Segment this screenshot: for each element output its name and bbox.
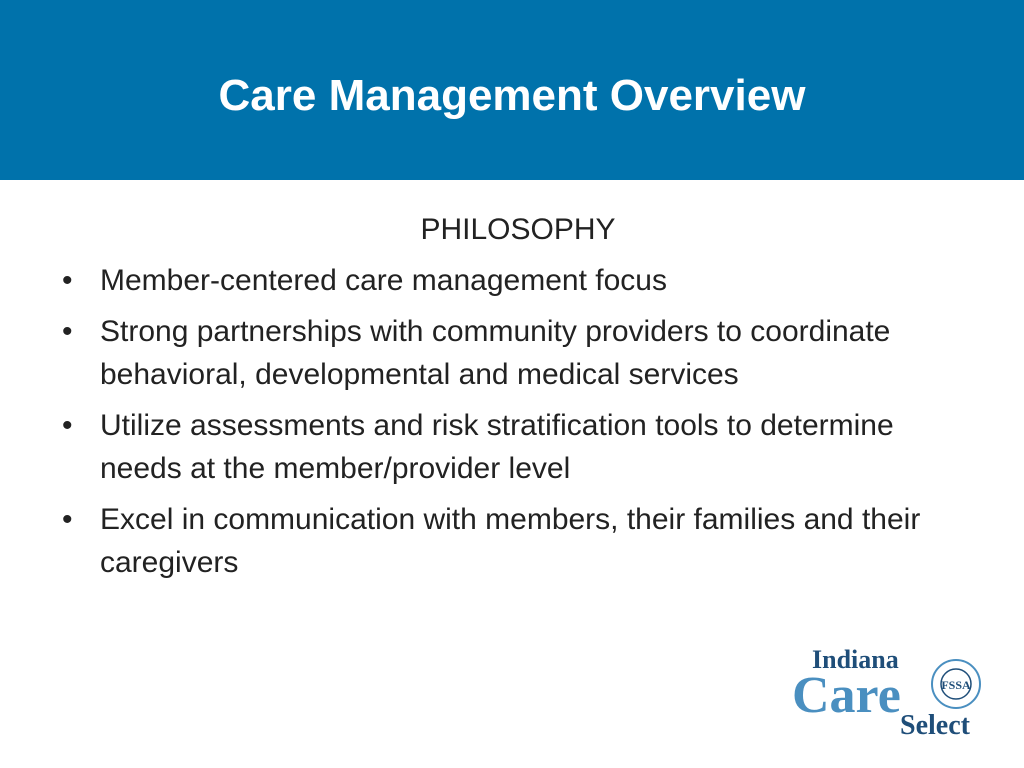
bullet-item: [58, 404, 978, 490]
logo-care-text: Care: [792, 667, 901, 724]
bullet-item: [58, 310, 978, 396]
slide-title: Care Management Overview: [218, 71, 806, 120]
bullet-list: [58, 259, 978, 584]
bullet-icon: •: [62, 315, 73, 348]
bullet-item: [58, 259, 978, 302]
fssa-seal-icon: [932, 660, 980, 708]
section-heading: PHILOSOPHY: [420, 213, 616, 246]
bullet-icon: •: [62, 264, 73, 297]
bullet-text: Member-centered care management focus: [100, 264, 667, 297]
bullet-item: [58, 498, 978, 584]
logo-select-text: Select: [900, 710, 970, 740]
bullet-icon: •: [62, 503, 73, 536]
slide-content: [58, 208, 978, 584]
indiana-care-select-logo: [790, 640, 990, 740]
logo-indiana-text: Indiana: [812, 645, 899, 674]
title-bar: [0, 0, 1024, 180]
seal-fssa-text: FSSA: [941, 678, 971, 692]
bullet-text: Utilize assessments and risk stratification tools to determine needs at the member/provider level: [100, 409, 894, 485]
bullet-text: Strong partnerships with community providers to coordinate behavioral, developmental and medical services: [100, 315, 891, 391]
bullet-icon: •: [62, 409, 73, 442]
bullet-text: Excel in communication with members, their families and their caregivers: [100, 503, 921, 579]
